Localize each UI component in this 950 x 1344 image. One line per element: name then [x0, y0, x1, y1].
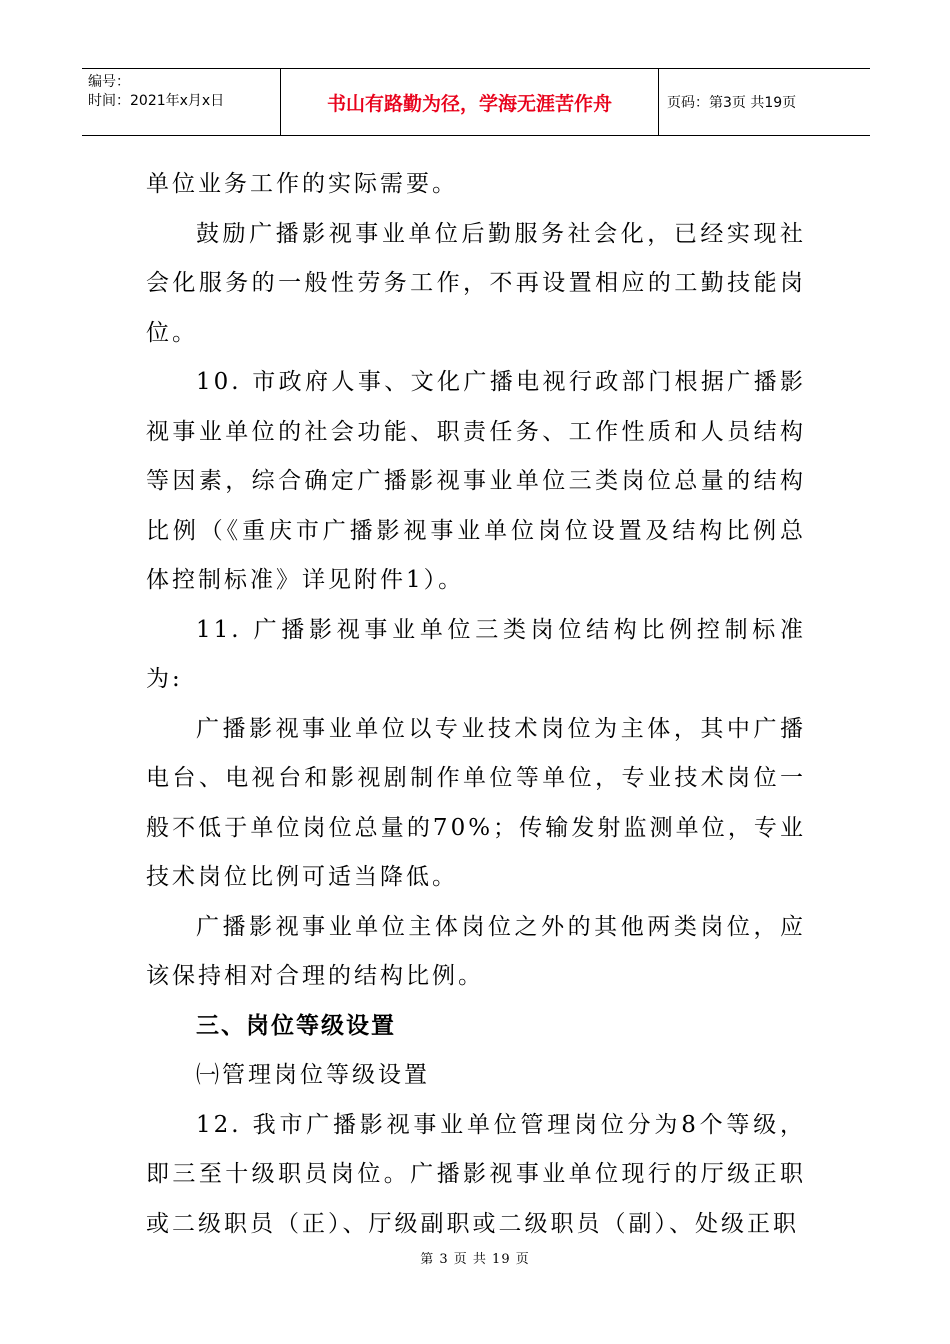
header-motto: 书山有路勤为径，学海无涯苦作舟	[281, 69, 659, 135]
paragraph-other-posts: 广播影视事业单位主体岗位之外的其他两类岗位，应该保持相对合理的结构比例。	[146, 913, 806, 989]
paragraph-item-11: 11. 广播影视事业单位三类岗位结构比例控制标准为:	[146, 616, 806, 692]
document-body	[146, 160, 806, 1249]
page-footer: 第 3 页 共 19 页	[420, 1252, 530, 1267]
paragraph-item-12: 12. 我市广播影视事业单位管理岗位分为8个等级，即三至十级职员岗位。广播影视事业单位现行的厅级正职或二级职员（正）、厅级副职或二级职员（副）、处级正职	[146, 1111, 806, 1237]
header-meta	[82, 69, 281, 135]
document-number-label: 编号：	[88, 74, 130, 90]
document-time-label: 时间：2021年x月x日	[88, 93, 225, 109]
paragraph-logistics: 鼓励广播影视事业单位后勤服务社会化，已经实现社会化服务的一般性劳务工作，不再设置相应的工勤技能岗位。	[146, 220, 806, 346]
paragraph-item-10: 10. 市政府人事、文化广播电视行政部门根据广播影视事业单位的社会功能、职责任务、工作性质和人员结构等因素，综合确定广播影视事业单位三类岗位总量的结构比例（《重庆市广播影视事业单位岗位设置及结构比例总体控制标准》详见附件1）。	[146, 369, 806, 593]
subsection-heading: ㈠管理岗位等级设置	[196, 1062, 430, 1088]
page-header	[82, 68, 870, 136]
paragraph-technical-posts: 广播影视事业单位以专业技术岗位为主体，其中广播电台、电视台和影视剧制作单位等单位，专业技术岗位一般不低于单位岗位总量的70%；传输发射监测单位，专业技术岗位比例可适当降低。	[146, 715, 806, 890]
header-page-info: 页码：第3页 共19页	[667, 95, 797, 111]
section-heading: 三、岗位等级设置	[196, 1012, 396, 1039]
paragraph-continuation: 单位业务工作的实际需要。	[146, 171, 458, 197]
